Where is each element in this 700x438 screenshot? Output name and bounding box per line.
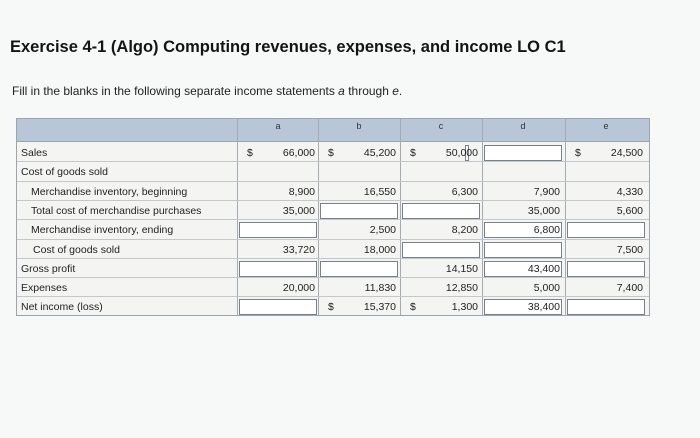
row-label: Total cost of merchandise purchases	[31, 204, 202, 217]
dollar-sign: $	[328, 147, 334, 159]
answer-input-c[interactable]	[402, 203, 480, 219]
row-label: Cost of goods sold	[33, 243, 120, 256]
value-cell-a: 35,000	[282, 204, 315, 217]
row-divider	[17, 200, 649, 201]
column-divider	[237, 119, 238, 315]
value-cell-d: 38,400	[527, 301, 560, 314]
income-statements-table	[16, 118, 650, 316]
instructions	[12, 84, 402, 98]
dollar-sign: $	[247, 147, 253, 159]
instructions-text-1: Fill in the blanks in the following separate income statements	[12, 84, 339, 98]
answer-input-c[interactable]	[402, 242, 480, 258]
dollar-sign: $	[575, 147, 581, 159]
column-header-e: e	[603, 121, 609, 131]
value-cell-c: 8,200	[451, 224, 478, 237]
column-divider	[482, 119, 483, 315]
answer-input-e[interactable]	[567, 299, 645, 315]
value-cell-e: 5,600	[616, 204, 643, 217]
value-cell-c: 1,300	[451, 301, 478, 314]
column-divider	[565, 119, 566, 315]
column-divider	[400, 119, 401, 315]
value-cell-b: 15,370	[363, 301, 396, 314]
answer-input-b[interactable]	[320, 203, 398, 219]
value-cell-c: 14,150	[445, 262, 478, 275]
value-cell-c: 12,850	[445, 282, 478, 295]
row-divider	[17, 258, 649, 259]
value-cell-c: 6,300	[451, 185, 478, 198]
instructions-text-3: .	[398, 84, 403, 98]
value-cell-e: 7,400	[616, 282, 643, 295]
column-header-a: a	[275, 121, 281, 131]
column-header-b: b	[356, 121, 362, 131]
instructions-a: a	[338, 84, 345, 98]
value-cell-d: 43,400	[527, 262, 560, 275]
answer-input-e[interactable]	[567, 261, 645, 277]
row-divider	[17, 277, 649, 278]
value-cell-b: 18,000	[363, 243, 396, 256]
row-label: Sales	[21, 147, 48, 159]
value-cell-b: 2,500	[369, 224, 396, 237]
value-cell-a: 66,000	[282, 147, 315, 159]
row-label: Gross profit	[21, 262, 76, 275]
value-cell-b: 16,550	[363, 185, 396, 198]
value-cell-a: 20,000	[282, 282, 315, 295]
answer-input-a[interactable]	[239, 299, 317, 315]
row-label: Cost of goods sold	[21, 166, 108, 179]
row-divider	[17, 161, 649, 162]
table-header	[17, 119, 649, 142]
column-divider	[318, 119, 319, 315]
value-cell-d: 6,800	[533, 224, 560, 237]
answer-input-a[interactable]	[239, 261, 317, 277]
value-cell-d: 5,000	[533, 282, 560, 295]
row-divider	[17, 181, 649, 182]
answer-input-e[interactable]	[567, 222, 645, 238]
value-cell-e: 4,330	[616, 185, 643, 198]
row-divider	[17, 296, 649, 297]
page-title: Exercise 4-1 (Algo) Computing revenues, expenses, and income LO C1	[10, 38, 566, 56]
row-label: Merchandise inventory, ending	[31, 224, 174, 237]
value-cell-b: 11,830	[364, 282, 396, 295]
value-cell-a: 8,900	[288, 185, 315, 198]
value-cell-b: 45,200	[363, 147, 396, 159]
row-label: Net income (loss)	[21, 301, 103, 314]
dollar-sign: $	[328, 301, 334, 314]
dollar-sign: $	[410, 147, 416, 159]
answer-input-a[interactable]	[239, 222, 317, 238]
row-label: Expenses	[21, 282, 68, 295]
value-cell-a: 33,720	[282, 243, 315, 256]
dollar-sign: $	[410, 301, 416, 314]
instructions-text-2: through	[344, 84, 393, 98]
value-cell-d: 7,900	[533, 185, 560, 198]
answer-input-d[interactable]	[484, 145, 562, 161]
value-cell-d: 35,000	[527, 204, 560, 217]
instructions-e: e	[392, 84, 399, 98]
row-label: Merchandise inventory, beginning	[31, 185, 188, 198]
answer-input-d[interactable]	[484, 242, 562, 258]
column-header-d: d	[520, 121, 526, 131]
row-divider	[17, 219, 649, 220]
value-cell-e: 24,500	[610, 147, 643, 159]
value-cell-e: 7,500	[616, 243, 643, 256]
column-header-c: c	[438, 121, 444, 131]
answer-input-b[interactable]	[320, 261, 398, 277]
value-cell-c: 50,000	[445, 147, 478, 159]
row-divider	[17, 239, 649, 240]
